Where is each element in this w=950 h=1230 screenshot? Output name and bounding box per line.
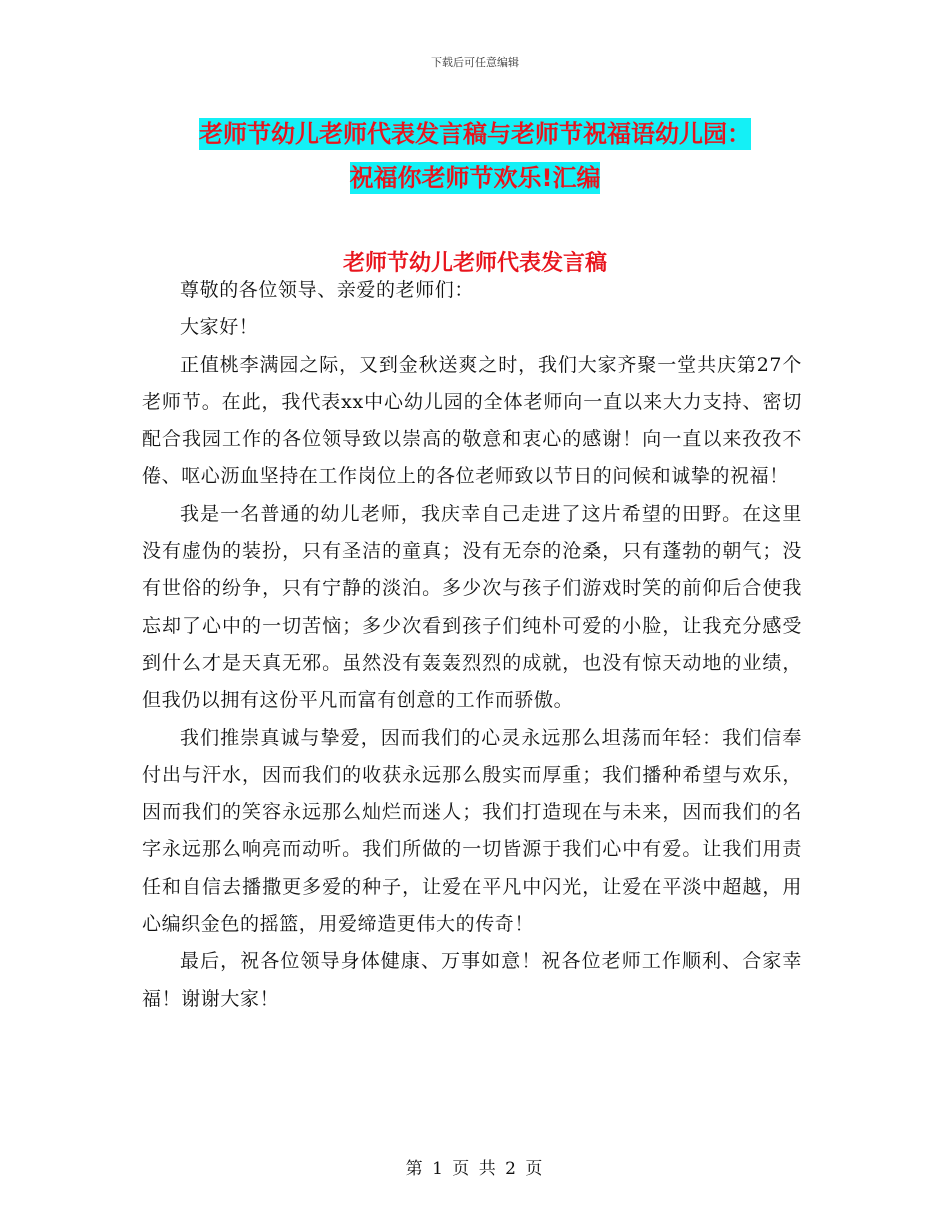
document-title-line-1: 老师节幼儿老师代表发言稿与老师节祝福语幼儿园： — [199, 120, 751, 148]
page-header-note: 下载后可任意编辑 — [431, 56, 519, 69]
page-number-footer: 第 1 页 共 2 页 — [405, 1159, 545, 1179]
body-paragraph: 我是一名普通的幼儿老师，我庆幸自己走进了这片希望的田野。在这里没有虚伪的装扮，只有圣洁的童真；没有无奈的沧桑，只有蓬勃的朝气；没有世俗的纷争，只有宁静的淡泊。多少次与孩子们游戏时笑的前仰后合使我忘却了心中的一切苦恼；多少次看到孩子们纯朴可爱的小脸，让我充分感受到什么才是天真无邪。虽然没有轰轰烈烈的成就，也没有惊天动地的业绩，但我仍以拥有这份平凡而富有创意的工作而骄傲。 — [142, 502, 802, 712]
document-title-line-2: 祝福你老师节欢乐!汇编 — [349, 164, 601, 192]
closing-paragraph: 最后，祝各位领导身体健康、万事如意！祝各位老师工作顺利、合家幸福！谢谢大家！ — [142, 950, 802, 1010]
section-title: 老师节幼儿老师代表发言稿 — [342, 251, 607, 276]
document-title — [140, 112, 810, 200]
salutation-paragraph: 尊敬的各位领导、亲爱的老师们： — [180, 279, 475, 301]
speech-body — [142, 272, 802, 1018]
greeting-paragraph: 大家好！ — [180, 316, 259, 339]
body-paragraph: 我们推崇真诚与挚爱，因而我们的心灵永远那么坦荡而年轻：我们信奉付出与汗水，因而我们的收获永远那么殷实而厚重；我们播种希望与欢乐，因而我们的笑容永远那么灿烂而迷人；我们打造现在与未来，因而我们的名字永远那么响亮而动听。我们所做的一切皆源于我们心中有爱。让我们用责任和自信去播撒更多爱的种子，让爱在平凡中闪光，让爱在平淡中超越，用心编织金色的摇篮，用爱缔造更伟大的传奇！ — [142, 726, 802, 936]
body-paragraph: 正值桃李满园之际，又到金秋送爽之时，我们大家齐聚一堂共庆第27个老师节。在此，我代表xx中心幼儿园的全体老师向一直以来大力支持、密切配合我园工作的各位领导致以崇高的敬意和衷心的感谢！向一直以来孜孜不倦、呕心沥血坚持在工作岗位上的各位老师致以节日的问候和诚挚的祝福！ — [142, 353, 802, 488]
